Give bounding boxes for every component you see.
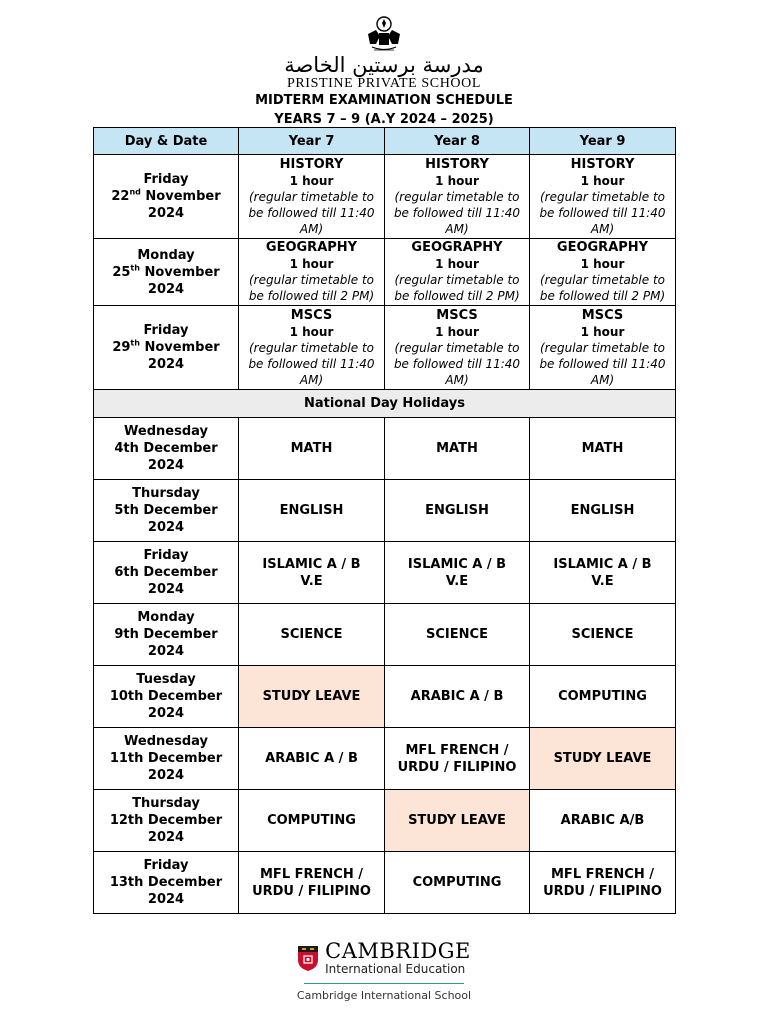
- date-line: [96, 264, 236, 281]
- date-year: 2024: [147, 768, 185, 783]
- date-month: November: [144, 264, 220, 280]
- exam-cell: [530, 239, 676, 306]
- date-year: 2024: [147, 357, 185, 372]
- date-cell: [94, 852, 239, 914]
- exam-subject-line: ISLAMIC A / B: [553, 556, 652, 572]
- day-name: Tuesday: [136, 672, 196, 687]
- exam-cell: [239, 155, 385, 239]
- date-year: 2024: [147, 281, 185, 297]
- date-year: 2024: [147, 830, 185, 845]
- exam-note: (regular timetable to be followed till 11:40 AM): [539, 340, 666, 387]
- exam-schedule-table: [93, 127, 676, 914]
- date-year: 2024: [147, 458, 185, 473]
- exam-note: (regular timetable to be followed till 11:40 AM): [393, 340, 521, 387]
- date-cell: [94, 418, 239, 480]
- table-row: [94, 790, 676, 852]
- school-header: [0, 14, 768, 128]
- exam-cell: [385, 239, 530, 306]
- exam-cell: [385, 542, 530, 604]
- date-line: 9th December: [114, 627, 218, 642]
- date-line: 12th December: [109, 813, 223, 828]
- date-line: 11th December: [109, 751, 223, 766]
- date-cell: [94, 790, 239, 852]
- date-cell: [94, 666, 239, 728]
- exam-duration: 1 hour: [435, 324, 479, 339]
- day-name: Monday: [137, 610, 195, 625]
- exam-duration: 1 hour: [289, 257, 334, 271]
- exam-subject-line: MATH: [436, 441, 478, 456]
- page-title: MIDTERM EXAMINATION SCHEDULE: [255, 93, 513, 108]
- exam-cell: [530, 155, 676, 239]
- date-suffix: th: [130, 338, 140, 348]
- table-row: [94, 306, 676, 390]
- exam-duration: 1 hour: [289, 324, 334, 339]
- day-name: Friday: [143, 172, 189, 187]
- exam-cell: [385, 155, 530, 239]
- date-line: 13th December: [109, 875, 223, 890]
- date-line: 6th December: [114, 565, 218, 580]
- exam-cell: [239, 604, 385, 666]
- column-header-year-8: Year 8: [385, 128, 530, 155]
- exam-subject-line: MATH: [581, 441, 624, 456]
- exam-note: (regular timetable to be followed till 11:40 AM): [248, 189, 375, 236]
- exam-subject-line: ENGLISH: [425, 503, 489, 518]
- day-name: Wednesday: [124, 424, 208, 439]
- date-cell: [94, 306, 239, 390]
- table-row: [94, 604, 676, 666]
- school-english-name: PRISTINE PRIVATE SCHOOL: [286, 76, 481, 91]
- day-name: Friday: [143, 323, 189, 338]
- study-leave-cell: [239, 666, 385, 728]
- exam-cell: [385, 418, 530, 480]
- day-name: Thursday: [132, 796, 200, 811]
- exam-cell: [385, 480, 530, 542]
- exam-subject-line: COMPUTING: [267, 813, 356, 828]
- exam-cell: [530, 480, 676, 542]
- exam-note: (regular timetable to be followed till 11:40 AM): [393, 189, 521, 236]
- exam-subject-line: V.E: [591, 573, 614, 589]
- exam-subject: MSCS: [290, 307, 333, 323]
- exam-cell: [239, 728, 385, 790]
- exam-subject-line: ISLAMIC A / B: [262, 556, 361, 572]
- exam-subject-line: STUDY LEAVE: [262, 689, 361, 704]
- day-name: Friday: [143, 858, 189, 873]
- table-row: [94, 728, 676, 790]
- date-suffix: nd: [129, 187, 141, 197]
- exam-duration: 1 hour: [289, 173, 334, 188]
- date-line: [96, 339, 236, 356]
- table-row: [94, 480, 676, 542]
- table-row: [94, 542, 676, 604]
- exam-subject-line: ENGLISH: [279, 503, 344, 518]
- exam-note: (regular timetable to be followed till 2 PM): [539, 273, 666, 303]
- exam-cell: [530, 666, 676, 728]
- exam-subject-line: MFL FRENCH /: [405, 742, 509, 758]
- date-cell: [94, 239, 239, 306]
- exam-cell: [530, 604, 676, 666]
- cambridge-brand-sub: International Education: [325, 962, 466, 976]
- exam-duration: 1 hour: [580, 324, 625, 339]
- exam-subject: MSCS: [436, 307, 478, 323]
- date-cell: [94, 542, 239, 604]
- date-year: 2024: [147, 892, 185, 907]
- exam-subject-line: COMPUTING: [412, 875, 502, 890]
- exam-cell: [530, 852, 676, 914]
- exam-subject-line: COMPUTING: [558, 689, 647, 704]
- exam-subject-line: STUDY LEAVE: [553, 751, 652, 766]
- date-cell: [94, 728, 239, 790]
- exam-subject-line: ARABIC A / B: [265, 751, 358, 766]
- date-number: 29: [112, 340, 131, 355]
- exam-duration: 1 hour: [580, 257, 625, 271]
- exam-subject-line: V.E: [300, 573, 323, 589]
- table-header-row: [94, 128, 676, 155]
- exam-cell: [239, 790, 385, 852]
- day-name: Thursday: [132, 486, 200, 501]
- date-cell: [94, 604, 239, 666]
- exam-subject-line: V.E: [445, 573, 469, 589]
- date-cell: [94, 155, 239, 239]
- exam-cell: [530, 542, 676, 604]
- exam-cell: [385, 852, 530, 914]
- cambridge-brand: CAMBRIDGE: [325, 939, 471, 963]
- date-line: 10th December: [109, 689, 223, 704]
- column-header-year-7: Year 7: [239, 128, 385, 155]
- study-leave-cell: [385, 790, 530, 852]
- exam-cell: [385, 306, 530, 390]
- cambridge-logo: [0, 940, 768, 976]
- exam-subject-line: ENGLISH: [570, 503, 635, 518]
- exam-duration: 1 hour: [435, 257, 479, 271]
- exam-cell: [239, 306, 385, 390]
- exam-cell: [239, 239, 385, 306]
- school-type-label: Cambridge International School: [296, 989, 472, 1002]
- exam-subject: HISTORY: [279, 156, 344, 172]
- date-month: November: [145, 189, 221, 204]
- exam-cell: [239, 542, 385, 604]
- exam-subject-line: MFL FRENCH /: [551, 866, 654, 882]
- exam-subject-line: URDU / FILIPINO: [543, 883, 662, 899]
- cambridge-footer: [0, 940, 768, 1002]
- exam-cell: [239, 418, 385, 480]
- table-row: [94, 418, 676, 480]
- day-name: Monday: [137, 247, 195, 263]
- exam-subject: MSCS: [581, 307, 624, 323]
- exam-subject-line: ARABIC A / B: [410, 689, 504, 704]
- date-line: [96, 188, 236, 205]
- exam-subject: HISTORY: [570, 156, 635, 172]
- exam-subject: GEOGRAPHY: [265, 240, 358, 255]
- exam-subject-line: SCIENCE: [426, 627, 488, 642]
- exam-cell: [239, 480, 385, 542]
- table-row: [94, 239, 676, 306]
- date-year: 2024: [147, 206, 185, 221]
- date-year: 2024: [147, 706, 185, 721]
- exam-subject-line: MFL FRENCH /: [260, 866, 363, 882]
- holiday-row: [94, 390, 676, 418]
- exam-cell: [385, 666, 530, 728]
- date-year: 2024: [147, 520, 185, 535]
- date-number: 25: [112, 264, 131, 280]
- date-cell: [94, 480, 239, 542]
- date-line: 4th December: [114, 441, 218, 456]
- exam-duration: 1 hour: [435, 173, 479, 188]
- date-year: 2024: [147, 582, 185, 597]
- exam-subject: HISTORY: [425, 156, 489, 172]
- table-row: [94, 852, 676, 914]
- date-month: November: [144, 340, 220, 355]
- column-header-year-9: Year 9: [530, 128, 676, 155]
- exam-subject-line: MATH: [290, 441, 333, 456]
- exam-subject-line: URDU / FILIPINO: [252, 883, 371, 899]
- day-name: Wednesday: [124, 734, 208, 749]
- exam-cell: [530, 790, 676, 852]
- school-crest-icon: [362, 14, 406, 54]
- date-line: 5th December: [114, 503, 218, 518]
- exam-subject: GEOGRAPHY: [556, 240, 649, 255]
- column-header-day-date: Day & Date: [94, 128, 239, 155]
- exam-note: (regular timetable to be followed till 2 PM): [248, 273, 375, 303]
- exam-note: (regular timetable to be followed till 2 PM): [394, 273, 520, 303]
- table-row: [94, 666, 676, 728]
- exam-cell: [530, 418, 676, 480]
- exam-duration: 1 hour: [580, 173, 625, 188]
- holiday-label: National Day Holidays: [94, 390, 676, 418]
- exam-subject-line: SCIENCE: [571, 627, 634, 642]
- exam-subject-line: URDU / FILIPINO: [397, 759, 517, 775]
- cambridge-shield-icon: [297, 945, 319, 972]
- date-suffix: th: [130, 263, 140, 273]
- exam-subject-line: STUDY LEAVE: [408, 813, 506, 828]
- date-number: 22: [111, 189, 130, 204]
- study-leave-cell: [530, 728, 676, 790]
- school-arabic-name: مدرسة برستين الخاصة: [284, 53, 484, 77]
- exam-note: (regular timetable to be followed till 11:40 AM): [248, 340, 375, 387]
- footer-divider: [304, 983, 464, 984]
- exam-subject-line: SCIENCE: [280, 627, 343, 642]
- exam-note: (regular timetable to be followed till 11:40 AM): [539, 189, 666, 236]
- exam-subject-line: ISLAMIC A / B: [407, 556, 507, 572]
- exam-subject: GEOGRAPHY: [411, 240, 503, 255]
- exam-cell: [385, 604, 530, 666]
- date-year: 2024: [147, 644, 185, 659]
- exam-subject-line: ARABIC A/B: [560, 813, 645, 828]
- table-row: [94, 155, 676, 239]
- exam-cell: [385, 728, 530, 790]
- page-subtitle: YEARS 7 – 9 (A.Y 2024 – 2025): [274, 112, 494, 127]
- day-name: Friday: [143, 548, 189, 563]
- exam-cell: [239, 852, 385, 914]
- exam-cell: [530, 306, 676, 390]
